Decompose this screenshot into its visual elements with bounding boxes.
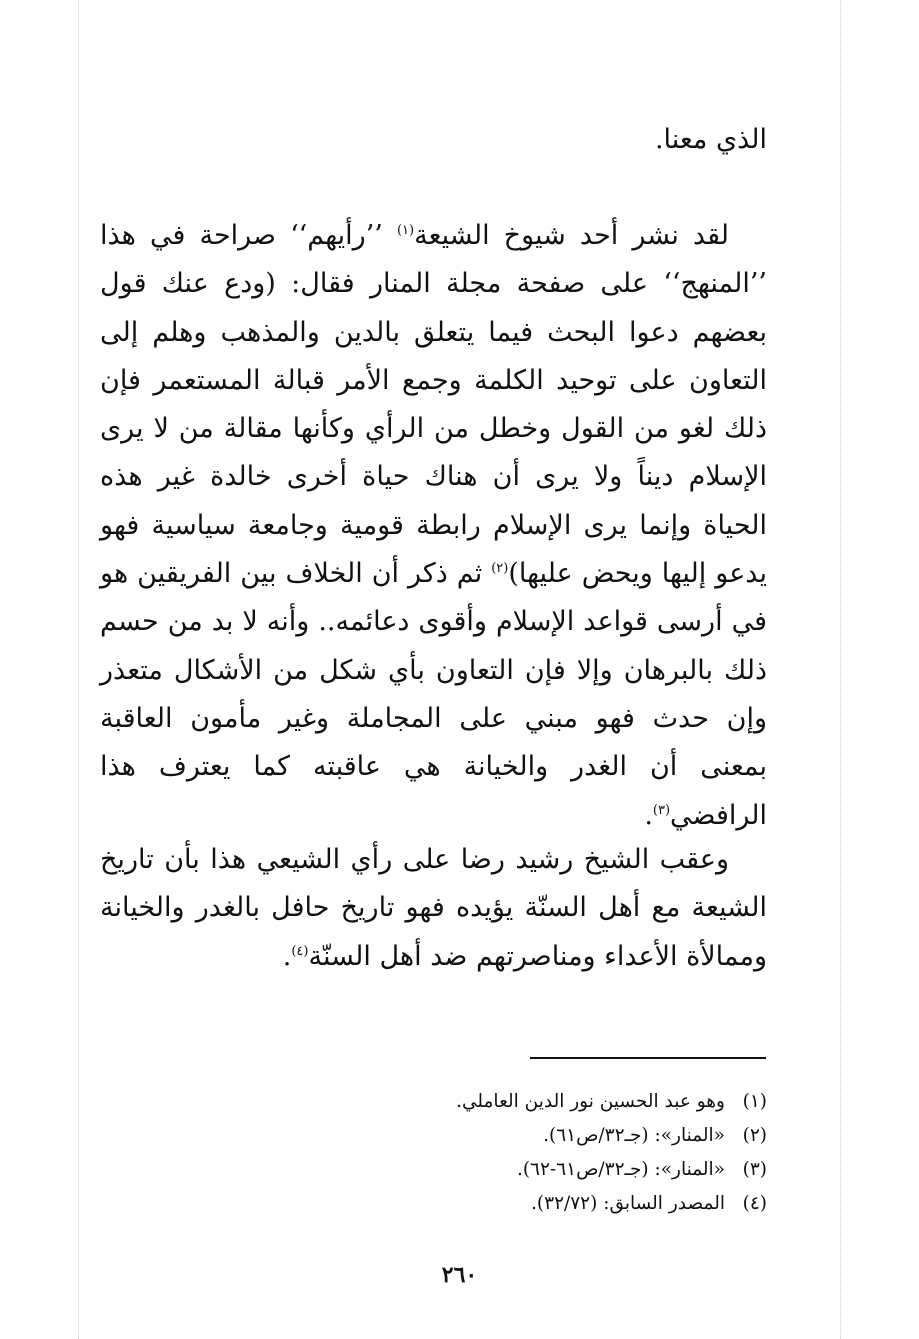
footnote-3 (347, 1153, 767, 1187)
paragraph-text: وعقب الشيخ رشيد رضا على رأي الشيعي هذا بأن تاريخ الشيعة مع أهل السنّة يؤيده فهو تاريخ حافل بالغدر والخيانة وممالأة الأعداء ومناصرتهم ضد أهل السنّة (100, 844, 767, 972)
footnote-ref-4[interactable]: (٤) (291, 943, 309, 959)
footnote-divider (530, 1057, 766, 1059)
footnote-1 (347, 1085, 767, 1119)
footnote-number: (٣) (742, 1159, 767, 1180)
footnote-text: المصدر السابق: (٣٢/٧٢). (531, 1193, 725, 1214)
footnote-text: «المنار»: (جـ٣٢/ص٦١-٦٢). (516, 1159, 725, 1180)
footnote-text: «المنار»: (جـ٣٢/ص٦١). (543, 1125, 725, 1146)
footnote-2 (347, 1119, 767, 1153)
footnote-number: (١) (742, 1091, 767, 1112)
footnote-ref-1[interactable]: (١) (396, 223, 415, 238)
footnote-text: وهو عبد الحسين نور الدين العاملي. (456, 1091, 725, 1112)
footnote-4 (347, 1187, 767, 1221)
footnote-number: (٢) (742, 1125, 767, 1146)
paragraph-text: لقد نشر أحد شيوخ الشيعة (414, 220, 729, 251)
paragraph-1 (100, 212, 767, 840)
intro-block (100, 116, 767, 164)
footnote-ref-3[interactable]: (٣) (652, 802, 671, 818)
paragraph-text: . (282, 940, 292, 972)
paragraph-text: . (644, 799, 653, 831)
paragraph-text: ثم ذكر أن الخلاف بين الفريقين هو في أرسى قواعد الإسلام وأقوى دعائمه.. وأنه لا بد من حسم ذلك بالبرهان وإلا فإن التعاون بأي شكل من الأشكال متعذر وإن حدث فهو مبني على المجاملة وغير مأمون العاقبة بمعنى أن الغدر والخيانة هي عاقبته كما يعترف هذا الرافضي (100, 558, 767, 831)
margin-guide-right (840, 0, 841, 1339)
margin-guide-left (78, 0, 79, 1339)
page-number: ٢٦٠ (441, 1262, 478, 1288)
paragraph-2 (100, 836, 767, 981)
paragraph-text: ’’رأيهم‘‘ صراحة في هذا ’’المنهج‘‘ على صفحة مجلة المنار فقال: (ودع عنك قول بعضهم دعوا البحث فيما يتعلق بالدين والمذهب وهلم إلى التعاون على توحيد الكلمة وجمع الأمر قبالة المستعمر فإن ذلك لغو من القول وخطل من الرأي وكأنها مقالة من لا يرى الإسلام ديناً ولا يرى أن هناك حياة أخرى خالدة غير هذه الحياة وإنما يرى الإسلام رابطة قومية وجامعة سياسية فهو يدعو إليها ويحض عليها) (100, 220, 767, 590)
footnotes (347, 1085, 767, 1221)
footnote-ref-2[interactable]: (٢) (491, 561, 509, 577)
intro-line: الذي معنا. (654, 124, 767, 155)
footnote-number: (٤) (742, 1193, 767, 1214)
